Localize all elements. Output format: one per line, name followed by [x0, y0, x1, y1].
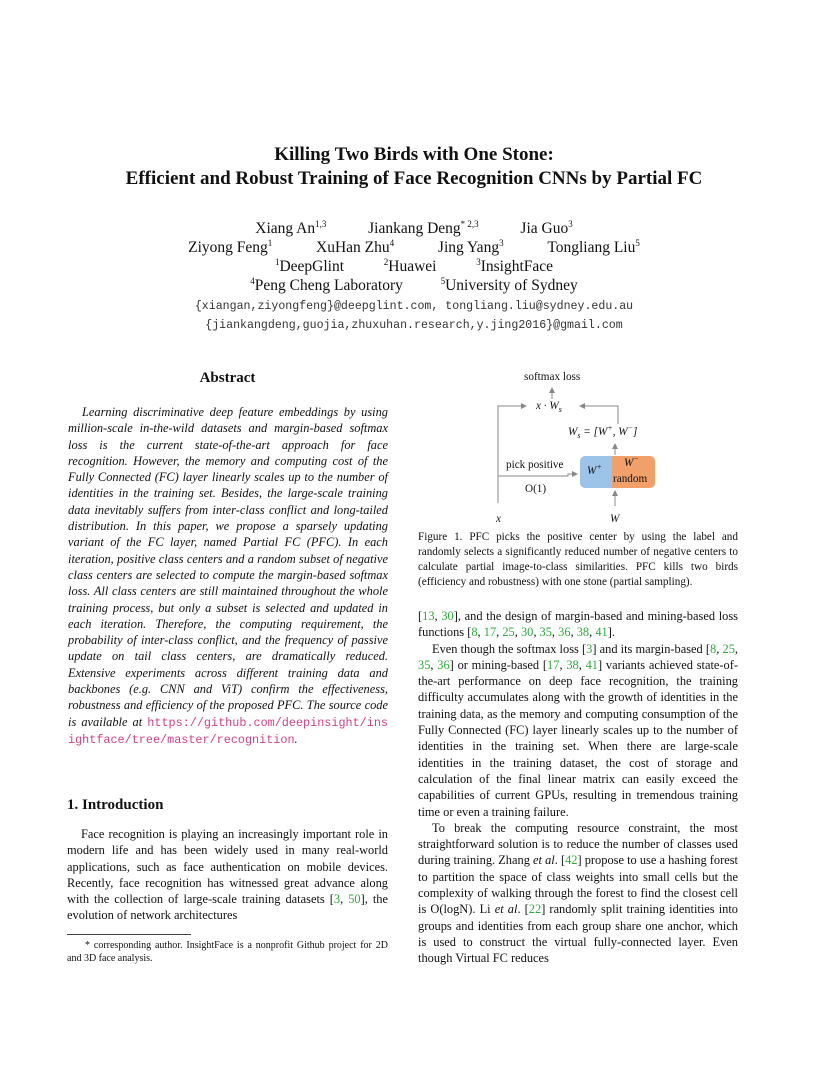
intro-text: Face recognition is playing an increasingly important role in modern life and has been widely used in many real-world applications, such as face authentication on mobile devices. Recently, face recognition has witnessed great advance along with the collection of large-scale training datasets [: [67, 827, 388, 907]
intro-body: Face recognition is playing an increasingly important role in modern life and has been widely used in many real-world applications, such as face authentication on mobile devices. Recently, face recognition has witnessed great advance along with the collection of large-scale training datasets [3, 50], the evolution of network architectures: [67, 827, 389, 923]
source-code-link[interactable]: https://github.com/deepinsight/insightface/tree/master/recognition: [68, 715, 388, 747]
author-row-1: [0, 219, 828, 238]
paragraph: [13, 30], and the design of margin-based and mining-based loss functions [8, 17, 25, 30, 35, 36, 38, 41].: [418, 609, 738, 640]
paper-title-line1: Killing Two Birds with One Stone:: [274, 144, 554, 165]
w-plus-box: W+: [580, 456, 612, 488]
author-row-2: [0, 238, 828, 257]
citation-link[interactable]: 30: [441, 609, 454, 623]
figure-1-caption: Figure 1. PFC picks the positive center by using the label and randomly selects a significantly reduced number of negative centers to calculate partial image-to-class similarities. PFC kills two birds (efficiency and robustness) with one stone (partial sampling).: [418, 531, 738, 588]
citation-link[interactable]: 36: [558, 625, 571, 640]
affiliation-row-2: [0, 276, 828, 295]
citation-link[interactable]: 38: [566, 657, 579, 672]
email-line-1: {xiangan,ziyongfeng}@deepglint.com, tongliang.liu@sydney.edu.au: [194, 300, 634, 313]
author-name: XuHan Zhu$^4$: [316, 237, 395, 256]
citation-link[interactable]: 3: [586, 641, 593, 656]
author-name: Jia Guo$^3$: [520, 218, 573, 237]
affiliation: $^2$Huawei: [383, 256, 437, 275]
intro-heading: 1. Introduction: [67, 797, 164, 813]
softmax-loss-label: softmax loss: [524, 371, 581, 383]
affiliation: $^5$University of Sydney: [440, 275, 578, 294]
paragraph: Even though the softmax loss [3] and its margin-based [8, 25, 35, 36] or mining-based [17, 38, 41] variants achieved state-of-the-art performance on deep face recognition, the training difficulty accumulates along with the growth of identities in the training data, as the memory and computing consumption of the Fully Connected (FC) layer linearly scales up to the number of identities in the training set. When there are large-scale identities in the training dataset, the cost of storage and calculation of the final linear matrix can easily exceed the capabilities of current GPUs, resulting in tremendous training time or even a training failure.: [418, 641, 739, 819]
abstract-text: Learning discriminative deep feature embeddings by using million-scale in-the-wild datasets and margin-based softmax loss is the current state-of-the-art approach for face recognition. However, the memory and computing cost of the Fully Connected (FC) layer linearly scales up to the number of identities in the training set. Besides, the large-scale training data inevitably suffers from inter-class conflict and long-tailed distribution. In this paper, we propose a sparsely updating variant of the FC layer, named Partial FC (PFC). In each iteration, positive class centers and a random subset of negative class centers are selected to compute the margin-based softmax loss. All class centers are still maintained throughout the whole training process, but only a subset is selected and updated in each iteration. Therefore, the computing requirement, the probability of inter-class conflict, and the frequency of passive update on tail class centers, are dramatically reduced. Extensive experiments across different training data and backbones (e.g. CNN and ViT) confirm the effectiveness, robustness and efficiency of the proposed PFC. The source code is available at: [68, 405, 388, 729]
citation-link[interactable]: 50: [348, 892, 361, 907]
paper-title-line2: Efficient and Robust Training of Face Recognition CNNs by Partial FC: [125, 168, 703, 189]
author-name: Ziyong Feng$^1$: [188, 237, 273, 256]
citation-link[interactable]: 25: [502, 625, 515, 640]
citation-link[interactable]: 42: [565, 853, 578, 868]
citation-link[interactable]: 22: [528, 902, 542, 917]
footnote-rule: [67, 934, 191, 935]
author-name: Xiang An$^{1,3}$: [255, 218, 327, 237]
citation-link[interactable]: 35: [418, 657, 431, 672]
abstract-heading: Abstract: [199, 370, 256, 386]
ws-equation: $W_s = [W^+$, W−]: [568, 423, 638, 441]
x-times-ws-label: $x \cdot W_s$: [536, 400, 562, 415]
figure-1-diagram: [418, 366, 738, 528]
email-line-2: {jiankangdeng,guojia,zhuxuhan.research,y.jing2016}@gmail.com: [205, 319, 623, 332]
footnote: * corresponding author. InsightFace is a nonprofit Github project for 2D and 3D face analysis.: [67, 940, 388, 964]
affiliation-row-1: [0, 257, 828, 276]
citation-link[interactable]: 17: [547, 657, 560, 672]
w-matrix-label: W: [610, 513, 620, 525]
intro-text: ], the evolution of network architectures: [67, 892, 389, 923]
citation-link[interactable]: 17: [483, 625, 497, 640]
diagram-arrows: [418, 366, 738, 528]
affiliation: $^4$Peng Cheng Laboratory: [250, 275, 403, 294]
citation-link[interactable]: 38: [576, 625, 590, 640]
citation-link[interactable]: 30: [520, 625, 534, 640]
affiliation: $^1$DeepGlint: [274, 256, 345, 275]
author-name: Jing Yang$^3$: [437, 237, 504, 256]
citation-link[interactable]: 25: [722, 641, 735, 656]
citation-link[interactable]: 3: [333, 892, 341, 907]
affiliation: $^3$InsightFace: [476, 256, 554, 275]
o1-label: O(1): [525, 483, 547, 495]
abstract-body: [68, 404, 388, 748]
paragraph: To break the computing resource constraint, the most straightforward solution is to reduce the number of classes used during training. Zhang et al. [42] propose to use a hashing forest to partition the space of class weights into small cells but the complexity of walking through the forest to find the closest cell is O(logN). Li et al. [22] randomly split training identities into groups and identities from each group share one anchor, which is used to construct the virtual fully-connected layer. Even though Virtual FC reduces: [418, 820, 738, 966]
citation-link[interactable]: 8: [471, 625, 478, 640]
author-name: Tongliang Liu$^5$: [547, 237, 640, 256]
citation-link[interactable]: 41: [585, 657, 598, 672]
citation-link[interactable]: 41: [595, 625, 608, 640]
right-column-body: [418, 608, 738, 967]
abstract-end: .: [294, 731, 298, 746]
w-minus-box: W− random: [612, 456, 655, 488]
x-input-label: x: [496, 513, 501, 525]
author-name: Jiankang Deng$^{* 2,3}$: [368, 218, 479, 237]
citation-link[interactable]: 8: [710, 641, 717, 656]
citation-link[interactable]: 13: [422, 609, 435, 623]
citation-link[interactable]: 35: [539, 625, 552, 640]
pick-positive-label: pick positive: [506, 459, 564, 471]
citation-link[interactable]: 36: [437, 657, 450, 672]
